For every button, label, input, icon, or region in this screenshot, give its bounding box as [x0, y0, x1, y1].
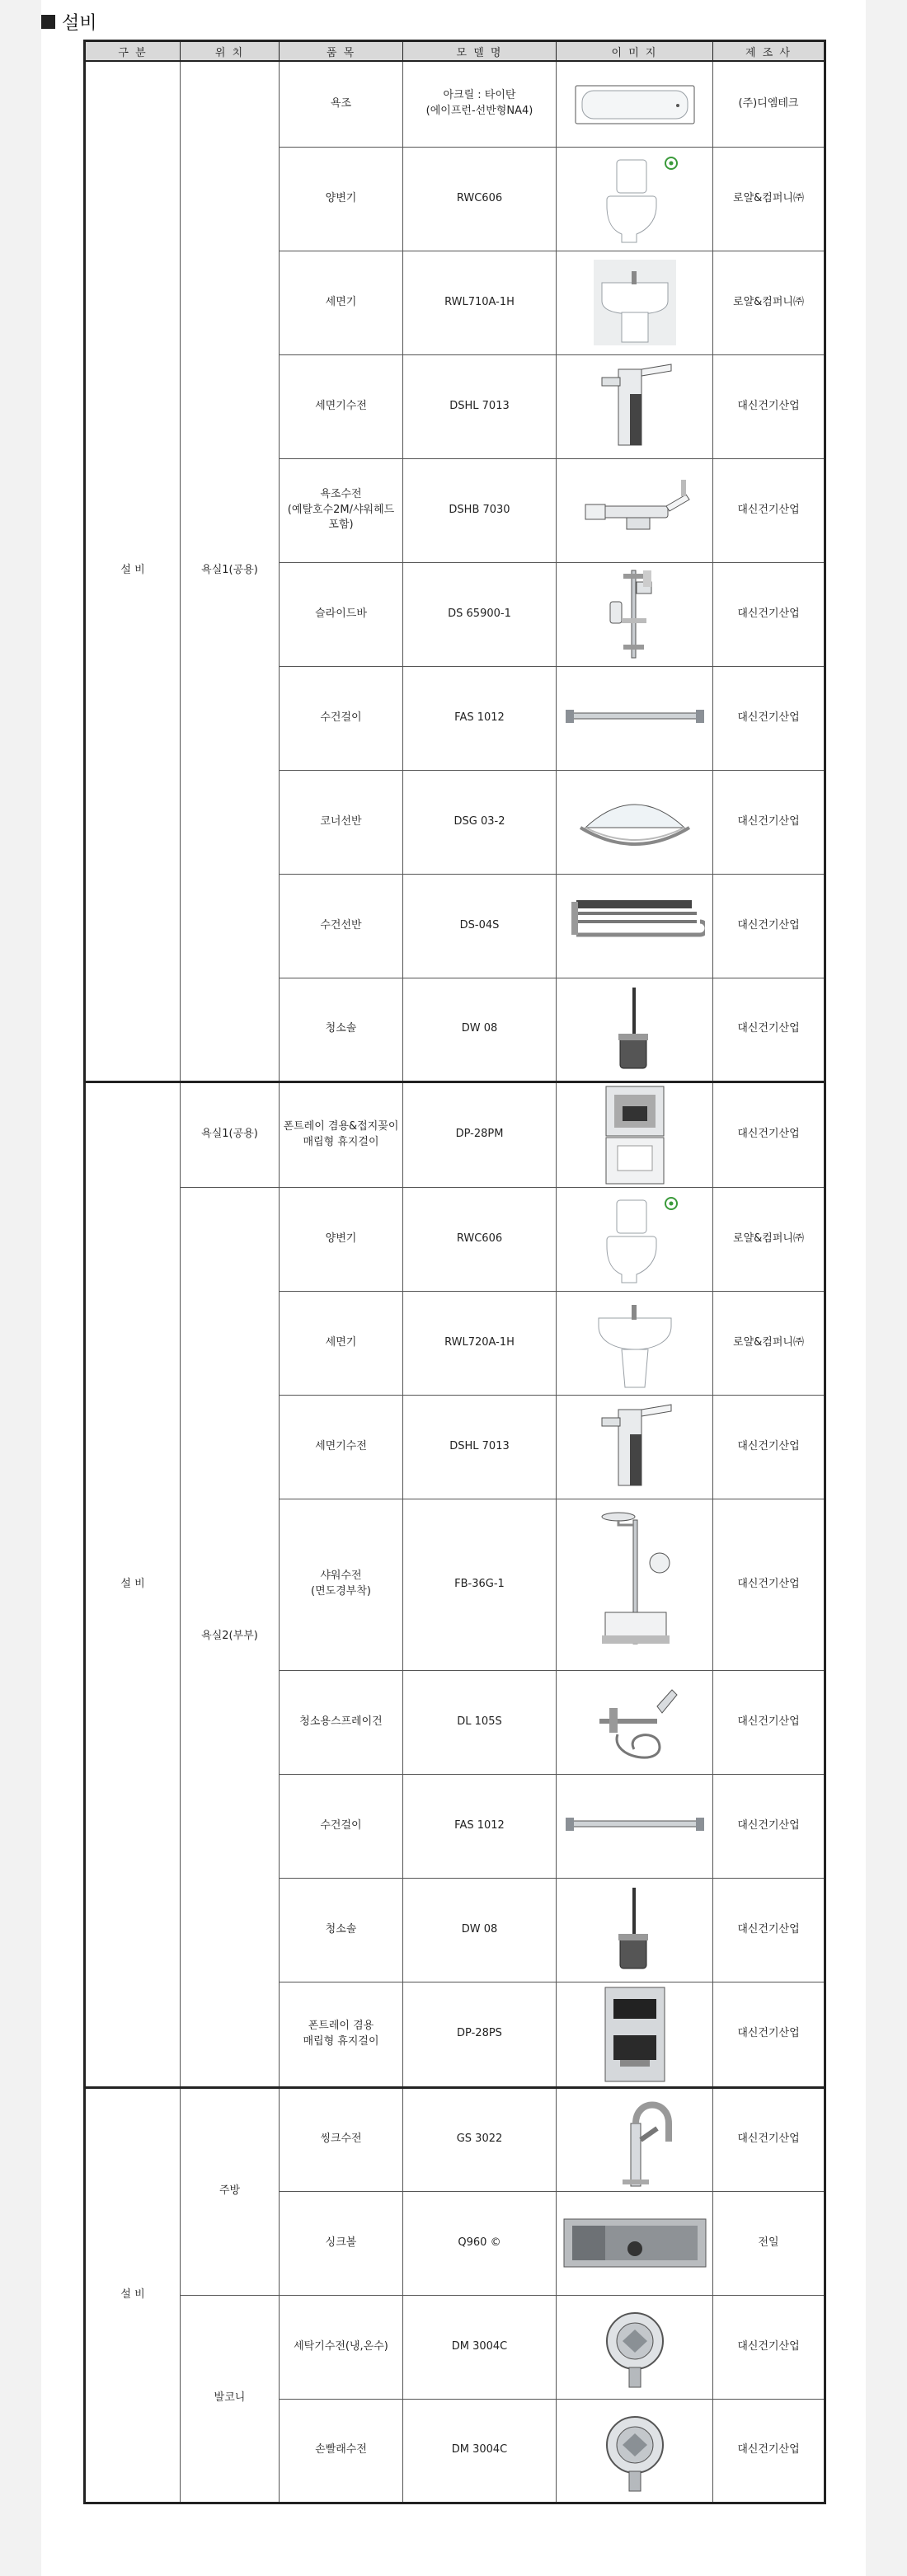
category-cell: [85, 61, 181, 1082]
washer-valve-icon: [560, 2302, 709, 2392]
model-cell: [403, 1982, 557, 2087]
item-cell-text: 세면기: [325, 1335, 357, 1349]
maker-cell: [713, 1878, 825, 1982]
maker-cell-text: 대신건기산업: [737, 1128, 800, 1141]
model-cell: [403, 1395, 557, 1499]
col-header-maker: 제 조 사: [713, 41, 825, 62]
model-cell-text: DM 3004C: [451, 2339, 508, 2353]
model-cell: [403, 666, 557, 770]
towel-bar-icon: [560, 1801, 709, 1851]
image-cell: [557, 666, 713, 770]
section-heading: [41, 10, 97, 33]
spray-gun-icon: [560, 1677, 709, 1767]
image-cell: [557, 1187, 713, 1291]
model-cell: [403, 2087, 557, 2191]
model-cell-text: Q960 ©: [458, 2236, 501, 2249]
maker-cell-text: 대신건기산업: [737, 1818, 800, 1832]
model-cell-text: DSHL 7013: [449, 1439, 510, 1452]
maker-cell: [713, 1187, 825, 1291]
maker-cell-text: 로얄&컴퍼니㈜: [733, 295, 804, 308]
item-cell: [280, 354, 403, 458]
maker-cell-text: 대신건기산업: [737, 2133, 800, 2146]
maker-cell-text: 대신건기산업: [737, 2443, 800, 2456]
model-cell-text: 아크릴 : 타이탄 (에이프런-선반형NA4): [425, 89, 533, 118]
category-cell-text: 설 비: [120, 1577, 145, 1590]
model-cell-text: DM 3004C: [451, 2443, 508, 2456]
item-cell: [280, 1774, 403, 1878]
pedestal-basin-icon: [560, 1295, 709, 1391]
item-cell: [280, 1670, 403, 1774]
model-cell: [403, 1291, 557, 1395]
towel-shelf-icon: [560, 889, 709, 963]
col-header-location: 위 치: [181, 41, 280, 62]
maker-cell: [713, 458, 825, 562]
table-row: [85, 1187, 825, 1291]
location-cell: [181, 61, 280, 1082]
image-cell: [557, 61, 713, 147]
table-row: [85, 1082, 825, 1187]
model-cell: [403, 770, 557, 874]
category-cell-text: 설 비: [120, 2287, 145, 2301]
col-header-model: 모 델 명: [403, 41, 557, 62]
location-cell: [181, 2295, 280, 2503]
model-cell-text: GS 3022: [456, 2133, 503, 2146]
maker-cell-text: 대신건기산업: [737, 2027, 800, 2040]
wall-basin-icon: [560, 255, 709, 350]
maker-cell: [713, 666, 825, 770]
paper-holder-pm-icon: [560, 1085, 709, 1185]
item-cell: [280, 2399, 403, 2503]
item-cell: [280, 562, 403, 666]
maker-cell-text: 대신건기산업: [737, 503, 800, 516]
item-cell-text: 수건선반: [320, 918, 362, 931]
model-cell-text: FAS 1012: [454, 711, 505, 724]
maker-cell-text: 로얄&컴퍼니㈜: [733, 191, 804, 204]
item-cell: [280, 1499, 403, 1670]
category-cell-text: 설 비: [120, 564, 145, 577]
item-cell-text: 욕조: [330, 96, 352, 110]
item-cell-text: 청소솔: [325, 1022, 357, 1035]
equipment-table: [83, 40, 826, 2504]
model-cell: [403, 251, 557, 354]
header-row: [85, 41, 825, 62]
image-cell: [557, 874, 713, 978]
item-cell: [280, 2087, 403, 2191]
maker-cell-text: 전일: [758, 2236, 779, 2249]
model-cell: [403, 1774, 557, 1878]
basin-faucet-icon: [560, 1401, 709, 1492]
model-cell-text: DP-28PS: [457, 2027, 502, 2040]
model-cell-text: DW 08: [461, 1922, 498, 1936]
towel-bar-icon: [560, 693, 709, 743]
location-cell-text: 욕실1(공용): [201, 1128, 258, 1141]
model-cell: [403, 61, 557, 147]
shower-set-icon: [560, 1504, 709, 1665]
maker-cell: [713, 1774, 825, 1878]
model-cell: [403, 2295, 557, 2399]
toilet-icon: [560, 153, 709, 244]
item-cell: [280, 61, 403, 147]
location-cell-text: 욕실2(부부): [201, 1630, 258, 1643]
model-cell: [403, 147, 557, 251]
maker-cell-text: 대신건기산업: [737, 1715, 800, 1728]
maker-cell-text: 로얄&컴퍼니㈜: [733, 1335, 804, 1349]
maker-cell-text: 대신건기산업: [737, 399, 800, 412]
maker-cell-text: 대신건기산업: [737, 607, 800, 620]
model-cell: [403, 354, 557, 458]
image-cell: [557, 251, 713, 354]
model-cell-text: RWC606: [456, 1232, 503, 1245]
model-cell-text: DSG 03-2: [454, 814, 505, 828]
model-cell-text: DSHL 7013: [449, 399, 510, 412]
table-row: [85, 2295, 825, 2399]
item-cell-text: 슬라이드바: [315, 607, 367, 620]
model-cell-text: DP-28PM: [455, 1128, 504, 1141]
item-cell: [280, 1187, 403, 1291]
slide-bar-icon: [560, 565, 709, 663]
maker-cell-text: 대신건기산업: [737, 814, 800, 828]
location-cell: [181, 2087, 280, 2295]
item-cell-text: 세면기수전: [315, 399, 367, 412]
image-cell: [557, 1291, 713, 1395]
item-cell-text: 손빨래수전: [315, 2443, 367, 2456]
item-cell-text: 세면기수전: [315, 1439, 367, 1452]
item-cell: [280, 251, 403, 354]
item-cell-text: 폰트레이 겸용&접지꽂이 매립형 휴지걸이: [283, 1119, 399, 1148]
item-cell-text: 욕조수전 (예탈호수2M/샤워헤드 포함): [287, 487, 395, 532]
model-cell-text: RWL720A-1H: [444, 1335, 515, 1349]
item-cell-text: 세탁기수전(냉,온수): [294, 2339, 388, 2353]
corner-shelf-icon: [560, 785, 709, 859]
maker-cell: [713, 2295, 825, 2399]
item-cell: [280, 770, 403, 874]
maker-cell-text: 대신건기산업: [737, 711, 800, 724]
item-cell-text: 샤워수전 (면도경부착): [311, 1570, 371, 1598]
model-cell: [403, 1499, 557, 1670]
image-cell: [557, 2399, 713, 2503]
model-cell-text: FAS 1012: [454, 1818, 505, 1832]
model-cell-text: DS 65900-1: [448, 607, 511, 620]
item-cell-text: 싱크볼: [325, 2236, 357, 2249]
maker-cell: [713, 1082, 825, 1187]
location-cell: [181, 1187, 280, 2087]
maker-cell-text: 대신건기산업: [737, 1439, 800, 1452]
item-cell: [280, 1082, 403, 1187]
bathtub-icon: [560, 71, 709, 137]
item-cell: [280, 978, 403, 1082]
model-cell: [403, 978, 557, 1082]
model-cell-text: RWC606: [456, 191, 503, 204]
image-cell: [557, 978, 713, 1082]
item-cell-text: 수건걸이: [320, 711, 362, 724]
maker-cell: [713, 2087, 825, 2191]
col-header-category: 구 분: [85, 41, 181, 62]
maker-cell: [713, 562, 825, 666]
col-header-image: 이 미 지: [557, 41, 713, 62]
maker-cell: [713, 147, 825, 251]
bath-faucet-icon: [560, 473, 709, 547]
image-cell: [557, 1878, 713, 1982]
image-cell: [557, 1395, 713, 1499]
maker-cell-text: 대신건기산업: [737, 1922, 800, 1936]
table-row: [85, 61, 825, 147]
model-cell: [403, 458, 557, 562]
maker-cell: [713, 251, 825, 354]
section-title: 설비: [62, 12, 97, 34]
item-cell-text: 폰트레이 겸용 매립형 휴지걸이: [303, 2019, 379, 2048]
toilet-brush-icon: [560, 984, 709, 1075]
maker-cell-text: (주)디엠테크: [738, 96, 799, 110]
toilet-icon: [560, 1194, 709, 1284]
item-cell-text: 씽크수전: [320, 2133, 362, 2146]
item-cell: [280, 147, 403, 251]
location-cell-text: 욕실1(공용): [201, 564, 258, 577]
item-cell: [280, 1878, 403, 1982]
toilet-brush-icon: [560, 1884, 709, 1975]
model-cell-text: DSHB 7030: [449, 503, 510, 516]
image-cell: [557, 2295, 713, 2399]
image-cell: [557, 2191, 713, 2295]
maker-cell: [713, 1499, 825, 1670]
image-cell: [557, 1499, 713, 1670]
image-cell: [557, 354, 713, 458]
maker-cell: [713, 874, 825, 978]
basin-faucet-icon: [560, 361, 709, 452]
maker-cell: [713, 2191, 825, 2295]
model-cell-text: RWL710A-1H: [444, 295, 515, 308]
model-cell: [403, 1878, 557, 1982]
location-cell-text: 주방: [219, 2184, 241, 2198]
maker-cell: [713, 61, 825, 147]
image-cell: [557, 147, 713, 251]
category-cell: [85, 2087, 181, 2503]
washer-valve-icon: [560, 2405, 709, 2496]
item-cell: [280, 666, 403, 770]
maker-cell-text: 대신건기산업: [737, 2339, 800, 2353]
item-cell: [280, 1982, 403, 2087]
model-cell-text: DL 105S: [457, 1715, 502, 1728]
item-cell-text: 양변기: [325, 191, 357, 204]
model-cell-text: DS-04S: [459, 918, 500, 931]
item-cell: [280, 1291, 403, 1395]
item-cell-text: 청소용스프레이건: [299, 1715, 383, 1728]
maker-cell: [713, 1395, 825, 1499]
maker-cell-text: 대신건기산업: [737, 918, 800, 931]
maker-cell-text: 로얄&컴퍼니㈜: [733, 1232, 804, 1245]
maker-cell: [713, 978, 825, 1082]
location-cell-text: 발코니: [214, 2391, 246, 2405]
image-cell: [557, 1982, 713, 2087]
table-row: [85, 2087, 825, 2191]
model-cell: [403, 1670, 557, 1774]
item-cell: [280, 874, 403, 978]
square-bullet-icon: [41, 15, 55, 29]
model-cell-text: DW 08: [461, 1022, 498, 1035]
image-cell: [557, 1774, 713, 1878]
item-cell: [280, 1395, 403, 1499]
item-cell-text: 청소솔: [325, 1922, 357, 1936]
location-cell: [181, 1082, 280, 1187]
image-cell: [557, 562, 713, 666]
maker-cell-text: 대신건기산업: [737, 1022, 800, 1035]
image-cell: [557, 1082, 713, 1187]
model-cell: [403, 2399, 557, 2503]
item-cell: [280, 2295, 403, 2399]
maker-cell-text: 대신건기산업: [737, 1577, 800, 1590]
paper-holder-ps-icon: [560, 1984, 709, 2085]
sink-bowl-icon: [560, 2214, 709, 2272]
item-cell-text: 세면기: [325, 295, 357, 308]
image-cell: [557, 1670, 713, 1774]
item-cell-text: 수건걸이: [320, 1818, 362, 1832]
item-cell-text: 양변기: [325, 1232, 357, 1245]
maker-cell: [713, 2399, 825, 2503]
maker-cell: [713, 1982, 825, 2087]
maker-cell: [713, 770, 825, 874]
model-cell-text: FB-36G-1: [454, 1577, 505, 1590]
model-cell: [403, 2191, 557, 2295]
image-cell: [557, 770, 713, 874]
item-cell-text: 코너선반: [320, 814, 362, 828]
model-cell: [403, 1082, 557, 1187]
sink-faucet-icon: [560, 2090, 709, 2189]
model-cell: [403, 1187, 557, 1291]
image-cell: [557, 2087, 713, 2191]
maker-cell: [713, 1291, 825, 1395]
item-cell: [280, 2191, 403, 2295]
category-cell: [85, 1082, 181, 2087]
model-cell: [403, 874, 557, 978]
image-cell: [557, 458, 713, 562]
col-header-item: 품 목: [280, 41, 403, 62]
maker-cell: [713, 1670, 825, 1774]
maker-cell: [713, 354, 825, 458]
model-cell: [403, 562, 557, 666]
item-cell: [280, 458, 403, 562]
